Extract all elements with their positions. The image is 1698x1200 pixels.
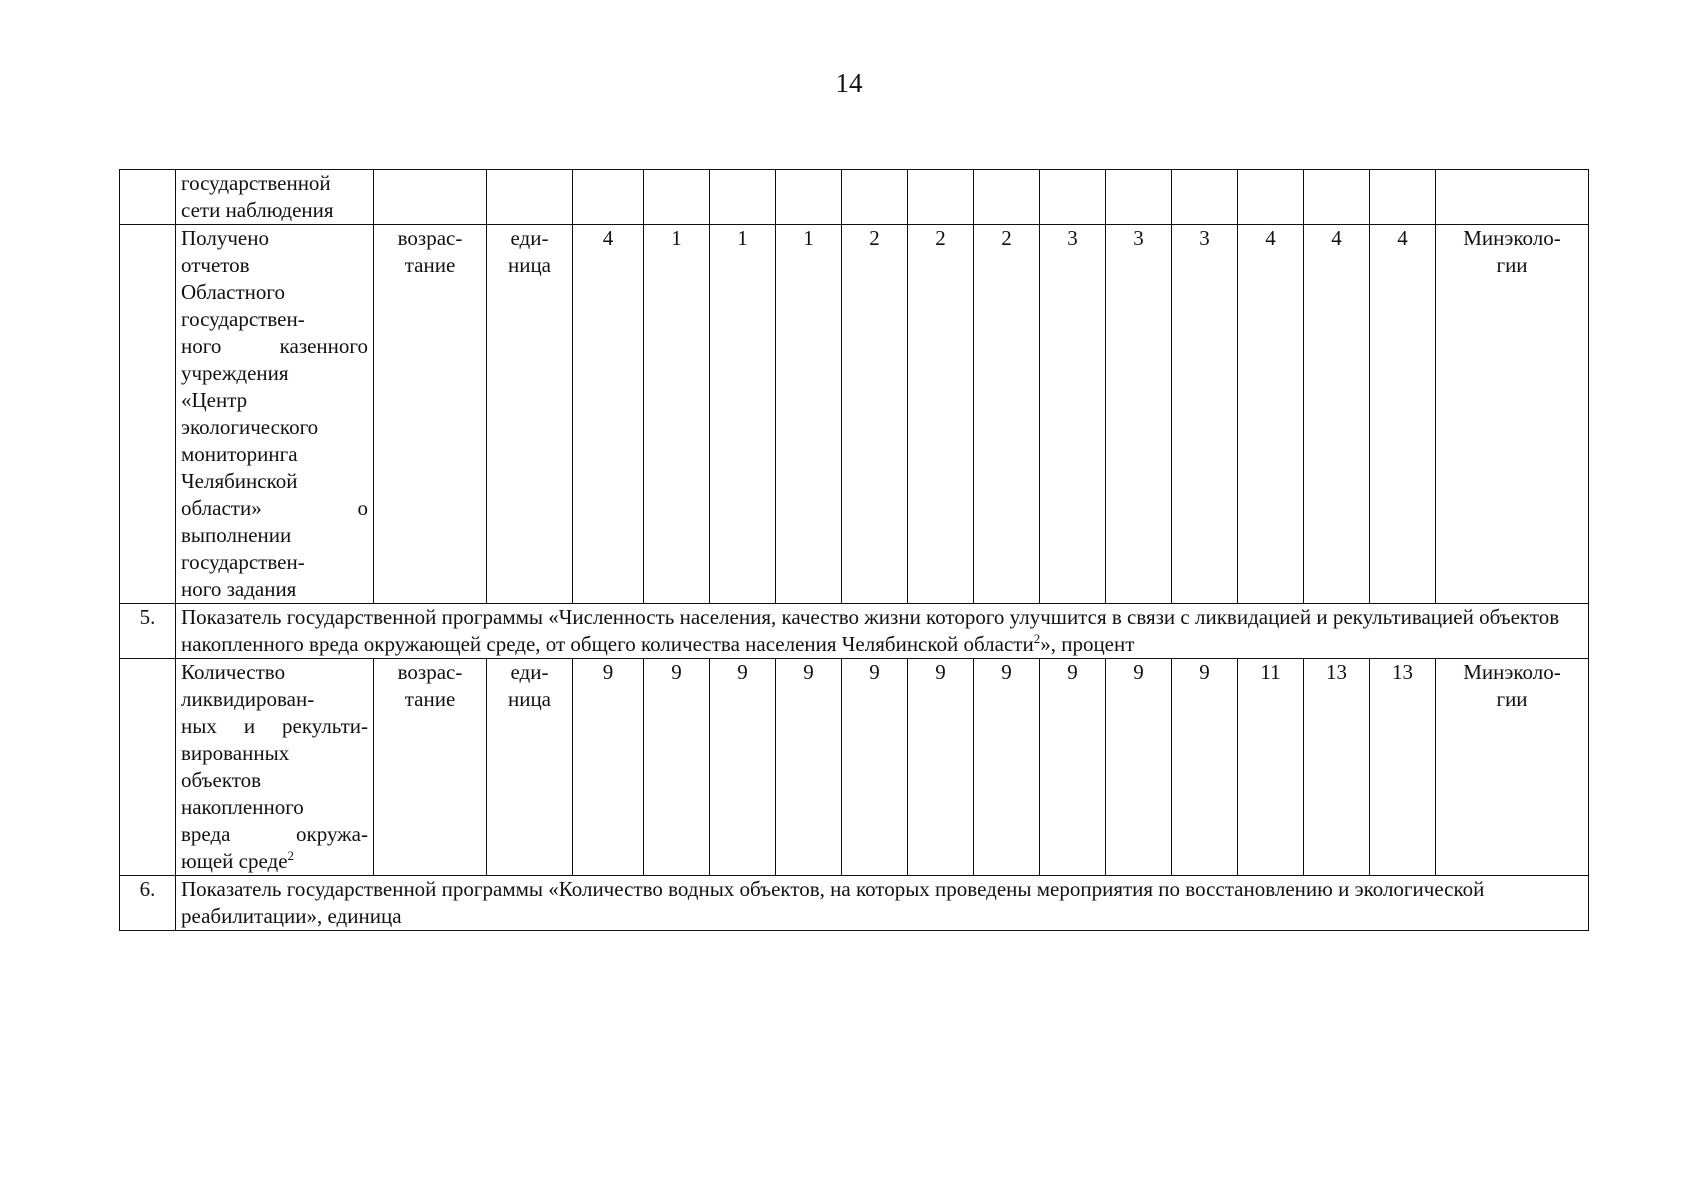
indicator-name-line: учреждения [181,361,289,385]
value-cell: 13 [1304,659,1370,876]
table-row [120,170,1589,225]
value-cell: 9 [1172,659,1238,876]
indicator-name-line: объектов [181,768,262,792]
value-cell: 9 [644,659,710,876]
value-cell: 9 [842,659,908,876]
indicator-name-line: ного задания [181,577,297,601]
value-cell [573,170,644,225]
responsible-line: Минэколо- [1463,226,1561,250]
indicator-name-cell [176,225,374,604]
unit-line: ница [507,687,552,711]
value-cell [1172,170,1238,225]
responsible-line: гии [1496,687,1528,711]
indicator-name-line: государствен- [181,307,305,331]
section-heading-text: Показатель государственной программы «Численность населения, качество жизни которого улучшится в связи с ликвидацией и рекультивацией объектов накопленного вреда окружающей среде, от общего количества населения Челябинской области [181,605,1560,656]
direction-line: возрас- [397,660,463,684]
indicator-name-line: накопленного [181,795,304,819]
responsible-line: Минэколо- [1463,660,1561,684]
direction-cell [374,225,487,604]
unit-cell [487,225,573,604]
responsible-cell [1436,659,1589,876]
indicator-name-text: ющей среде [181,849,288,873]
value-cell [974,170,1040,225]
indicator-name-line: экологического [181,415,319,439]
section-heading-tail: », процент [1040,632,1135,656]
value-cell [842,170,908,225]
table-row [120,604,1589,659]
indicator-name-line: «Центр [181,388,248,412]
value-cell [1238,170,1304,225]
responsible-cell [1436,170,1589,225]
value-cell: 9 [974,659,1040,876]
value-cell: 4 [1238,225,1304,604]
value-cell: 3 [1172,225,1238,604]
value-cell: 9 [908,659,974,876]
unit-cell [487,659,573,876]
table-row [120,876,1589,931]
direction-line: возрас- [397,226,463,250]
table-row [120,659,1589,876]
indicator-name-line: ных и рекульти- [181,714,368,738]
value-cell: 1 [644,225,710,604]
value-cell: 9 [573,659,644,876]
value-cell: 2 [842,225,908,604]
value-cell [1304,170,1370,225]
value-cell [710,170,776,225]
responsible-cell [1436,225,1589,604]
row-number-cell [120,225,176,604]
row-number-cell [120,170,176,225]
value-cell: 11 [1238,659,1304,876]
indicator-name-line: Количество [181,660,286,684]
indicator-name-line: выполнении [181,523,292,547]
unit-cell [487,170,573,225]
value-cell: 3 [1040,225,1106,604]
section-heading-cell: Показатель государственной программы «Количество водных объектов, на которых проведены мероприятия по восстановлению и экологической реабилитации», единица [176,876,1589,931]
value-cell: 9 [1040,659,1106,876]
indicator-name-line: Областного [181,280,285,304]
value-cell [1040,170,1106,225]
indicator-name-line: ного казенного [181,334,368,358]
row-number-cell: 5. [120,604,176,659]
table-row [120,225,1589,604]
footnote-mark: 2 [287,848,295,863]
direction-cell [374,659,487,876]
value-cell: 1 [710,225,776,604]
value-cell: 2 [974,225,1040,604]
direction-line: тание [404,253,456,277]
indicator-name-cell [176,659,374,876]
unit-line: ница [507,253,552,277]
indicators-table [119,169,1589,931]
indicator-name-line: отчетов [181,253,250,277]
unit-line: еди- [510,226,549,250]
value-cell [1370,170,1436,225]
value-cell: 2 [908,225,974,604]
direction-cell [374,170,487,225]
indicator-name-line: государствен- [181,550,305,574]
value-cell [776,170,842,225]
section-heading-cell [176,604,1589,659]
indicator-name-line [181,848,368,875]
indicator-name-line: сети наблюдения [181,198,334,222]
indicator-name-line: мониторинга [181,442,298,466]
value-cell [1106,170,1172,225]
indicator-name-line: Челябинской [181,469,298,493]
value-cell: 4 [1370,225,1436,604]
unit-line: еди- [510,660,549,684]
indicator-name-line: вреда окружа- [181,822,368,846]
value-cell: 4 [573,225,644,604]
value-cell: 9 [1106,659,1172,876]
indicator-name-line: ликвидирован- [181,687,315,711]
indicator-name-line: области» о [181,496,368,520]
indicator-name-line: вированных [181,741,290,765]
value-cell: 4 [1304,225,1370,604]
value-cell [908,170,974,225]
row-number-cell [120,659,176,876]
indicator-name-cell [176,170,374,225]
footnote-mark: 2 [1033,631,1041,646]
value-cell: 9 [776,659,842,876]
direction-line: тание [404,687,456,711]
value-cell [644,170,710,225]
indicator-name-line: Получено [181,226,269,250]
value-cell: 1 [776,225,842,604]
value-cell: 9 [710,659,776,876]
responsible-line: гии [1496,253,1528,277]
page-number: 14 [835,68,863,98]
value-cell: 13 [1370,659,1436,876]
row-number-cell: 6. [120,876,176,931]
indicator-name-line: государственной [181,171,331,195]
value-cell: 3 [1106,225,1172,604]
